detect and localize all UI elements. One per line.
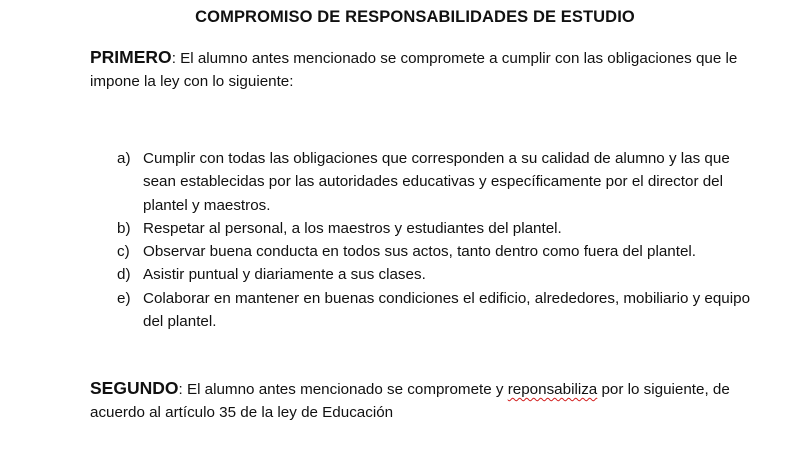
document-title: COMPROMISO DE RESPONSABILIDADES DE ESTUDIO <box>195 8 635 26</box>
segundo-paragraph <box>90 377 750 424</box>
list-item-text: Respetar al personal, a los maestros y estudiantes del plantel. <box>143 219 562 237</box>
segundo-heading: SEGUNDO <box>90 378 179 398</box>
primero-heading: PRIMERO <box>90 47 172 67</box>
primero-paragraph <box>90 46 750 93</box>
list-item-marker: c) <box>117 243 130 261</box>
list-item-marker: a) <box>117 150 131 167</box>
segundo-text-after: por lo siguiente, de acuerdo al artículo 35 de la ley de Educación <box>90 381 730 421</box>
spellcheck-flagged-word[interactable]: reponsabiliza <box>507 381 598 398</box>
list-item <box>117 240 757 263</box>
list-item-text: Observar buena conducta en todos sus actos, tanto dentro como fuera del plantel. <box>143 243 697 261</box>
list-item-marker: e) <box>117 289 131 307</box>
list-item <box>117 287 757 334</box>
list-item-marker: d) <box>117 266 131 284</box>
list-item-text: Colaborar en mantener en buenas condiciones el edificio, alrededores, mobiliario y equipo del plantel. <box>143 289 751 331</box>
list-item <box>117 217 757 240</box>
list-item <box>117 263 757 286</box>
list-item <box>117 147 757 217</box>
primero-separator: : <box>171 50 176 67</box>
segundo-separator: : <box>178 381 183 398</box>
list-item-text: Asistir puntual y diariamente a sus clases. <box>143 266 426 284</box>
obligations-list <box>117 147 757 333</box>
list-item-marker: b) <box>117 219 131 237</box>
segundo-text-before: El alumno antes mencionado se compromete y <box>182 381 508 398</box>
primero-text: El alumno antes mencionado se compromete a cumplir con las obligaciones que le impone la ley con lo siguiente: <box>90 50 738 90</box>
list-item-text: Cumplir con todas las obligaciones que corresponden a su calidad de alumno y las que sean establecidas por las autoridades educativas y específicamente por el director del plantel y maestros. <box>143 150 730 214</box>
